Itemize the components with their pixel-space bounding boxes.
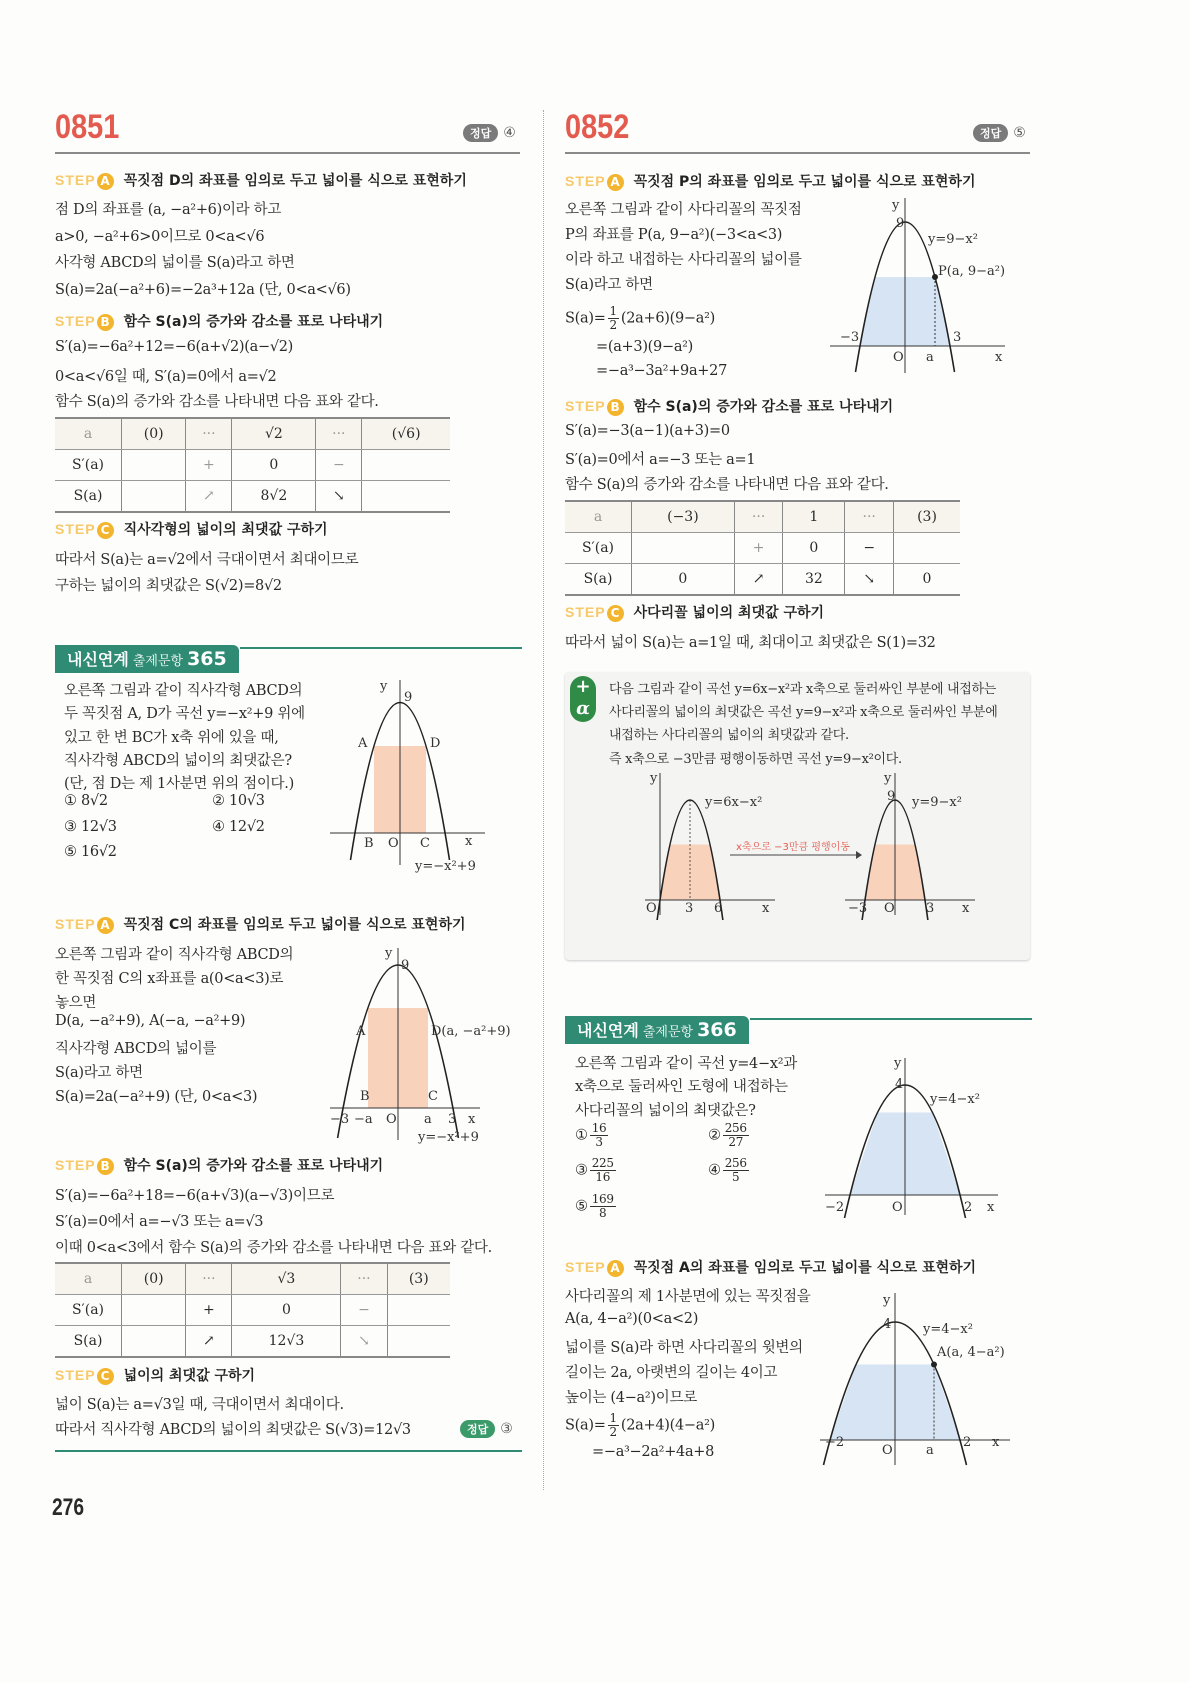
tick-label: 3 [953, 330, 962, 345]
text-line: =−a³−2a²+4a+8 [592, 1444, 715, 1460]
text-line: P의 좌표를 P(a, 9−a²)(−3<a<3) [565, 227, 783, 243]
numerator: 169 [591, 1192, 614, 1206]
choice: ④ 12√2 [212, 819, 265, 835]
table-cell [122, 450, 186, 481]
step-tag: STEP [55, 313, 96, 329]
choice [575, 1157, 618, 1184]
fraction [590, 1157, 616, 1184]
step-c-heading [565, 602, 824, 622]
choice: ⑤ 16√2 [64, 844, 117, 860]
table-cell: (3) [894, 501, 961, 533]
y-label: y [892, 198, 900, 213]
table-cell [362, 450, 450, 481]
formula-suffix: (2a+4)(4−a²) [620, 1417, 715, 1434]
choice: ② 10√3 [212, 793, 265, 809]
y-label: y [884, 771, 892, 786]
table-cell: 8√2 [232, 481, 316, 513]
step-title: 꼭짓점 D의 좌표를 임의로 두고 넓이를 식으로 표현하기 [123, 173, 467, 189]
table-cell: − [845, 533, 894, 564]
text-line: 따라서 S(a)는 a=√2에서 극대이면서 최대이므로 [55, 552, 359, 568]
tick-label: 9 [896, 216, 905, 231]
answer-badge [460, 1420, 513, 1438]
answer-value: ③ [500, 1421, 513, 1437]
text-line: D(a, −a²+9), A(−a, −a²+9) [55, 1013, 246, 1029]
curve-label: y=−x²+9 [415, 859, 476, 874]
alpha-icon: α [576, 698, 590, 719]
choice [575, 1122, 610, 1149]
header-number: 365 [187, 648, 227, 670]
step-a-heading [565, 171, 975, 191]
curve-label: y=4−x² [930, 1092, 980, 1107]
question-line: 오른쪽 그림과 같이 곡선 y=4−x²과 [575, 1056, 797, 1072]
step-letter: A [97, 917, 114, 934]
origin-label: O [882, 1443, 893, 1458]
text-line: S′(a)=0에서 a=−3 또는 a=1 [565, 452, 756, 468]
tick-label: −2 [825, 1200, 845, 1215]
denominator: 5 [732, 1170, 740, 1184]
step-c-heading [55, 519, 328, 539]
table-cell: 0 [894, 564, 961, 596]
table-cell: ··· [316, 418, 362, 450]
tick-label: −3 [848, 901, 868, 916]
step-title: 함수 S(a)의 증가와 감소를 표로 나타내기 [633, 399, 894, 415]
plus-icon: + [575, 676, 591, 697]
problem-number: 0852 [565, 108, 630, 146]
point-label: D(a, −a²+9) [431, 1024, 511, 1039]
text-line: 사다리꼴의 제 1사분면에 있는 꼭짓점을 [565, 1289, 811, 1305]
step-title: 꼭짓점 A의 좌표를 임의로 두고 넓이를 식으로 표현하기 [633, 1260, 977, 1276]
denominator: 8 [599, 1206, 607, 1220]
question-line: 오른쪽 그림과 같이 직사각형 ABCD의 [64, 683, 303, 699]
answer-badge [973, 124, 1026, 142]
text-line: 오른쪽 그림과 같이 직사각형 ABCD의 [55, 947, 294, 963]
text-line: 구하는 넓이의 최댓값은 S(√2)=8√2 [55, 578, 282, 594]
tick-label: 4 [883, 1317, 892, 1332]
text-line: S(a)라고 하면 [565, 277, 653, 293]
step-title: 사다리꼴 넓이의 최댓값 구하기 [633, 605, 825, 621]
step-b-heading [565, 396, 893, 416]
formula-line [565, 305, 715, 332]
text-line: 넓이를 S(a)라 하면 사다리꼴의 윗변의 [565, 1340, 803, 1356]
step-title: 넓이의 최댓값 구하기 [123, 1368, 256, 1384]
curve-label: y=4−x² [923, 1322, 973, 1337]
table-cell [122, 481, 186, 513]
table-cell: (3) [387, 1263, 450, 1295]
formula-prefix: S(a)= [565, 310, 606, 327]
text-line: 함수 S(a)의 증가와 감소를 나타내면 다음 표와 같다. [565, 477, 889, 493]
formula-prefix: S(a)= [565, 1417, 606, 1434]
question-line: 있고 한 변 BC가 x축 위에 있을 때, [64, 730, 279, 746]
naesin-header [565, 1016, 749, 1044]
parabola-graph [830, 195, 1030, 375]
text-line: =−a³−3a²+9a+27 [596, 363, 728, 379]
origin-label: O [388, 836, 399, 851]
step-letter: A [607, 174, 624, 191]
tick-label: −a [354, 1112, 373, 1127]
step-tag: STEP [55, 521, 96, 537]
text-line: S′(a)=0에서 a=−√3 또는 a=√3 [55, 1214, 264, 1230]
point-label: B [360, 1089, 370, 1104]
choice [575, 1193, 618, 1220]
x-label: x [465, 834, 473, 849]
step-tag: STEP [565, 604, 606, 620]
table-cell: (√6) [362, 418, 450, 450]
step-letter: B [97, 314, 114, 331]
step-b-heading [55, 311, 383, 331]
numerator: 256 [724, 1156, 747, 1170]
y-label: y [650, 771, 658, 786]
text-line: 내접하는 사다리꼴의 넓이의 최댓값과 같다. [609, 728, 849, 743]
step-letter: C [97, 522, 114, 539]
point-label: C [428, 1089, 438, 1104]
origin-label: O [386, 1112, 397, 1127]
step-tag: STEP [565, 398, 606, 414]
header-rule [750, 1018, 1032, 1020]
step-letter: C [97, 1368, 114, 1385]
table-cell: S′(a) [55, 450, 122, 481]
step-letter: B [607, 399, 624, 416]
fraction [590, 1122, 609, 1149]
plus-alpha-icon [570, 676, 596, 722]
header-label: 내신연계 [577, 1021, 639, 1040]
y-label: y [883, 1293, 891, 1308]
tick-label: 3 [448, 1112, 457, 1127]
step-title: 꼭짓점 C의 좌표를 임의로 두고 넓이를 식으로 표현하기 [123, 917, 466, 933]
denominator: 2 [609, 318, 617, 332]
parabola-graph [320, 675, 500, 880]
table-cell: ··· [734, 501, 783, 533]
numerator: 16 [591, 1121, 607, 1135]
point-label: D [430, 736, 441, 751]
header-sublabel: 출제문항 [642, 1025, 694, 1040]
table-cell [122, 1295, 186, 1326]
table-cell: ↘ [341, 1326, 387, 1358]
tick-label: a [424, 1112, 432, 1127]
table-cell: 1 [783, 501, 845, 533]
divider [565, 152, 1030, 154]
step-a-heading [55, 914, 466, 934]
table-cell: ··· [845, 501, 894, 533]
tick-label: a [926, 1443, 934, 1458]
step-a-heading [565, 1257, 976, 1277]
table-cell: (0) [122, 418, 186, 450]
step-letter: C [607, 605, 624, 622]
table-cell [362, 481, 450, 513]
step-c-heading [55, 1365, 255, 1385]
formula-line [565, 1412, 715, 1439]
x-label: x [987, 1200, 995, 1215]
text-line: 한 꼭짓점 C의 x좌표를 a(0<a<3)로 [55, 971, 284, 987]
question-line: x축으로 둘러싸인 도형에 내접하는 [575, 1079, 788, 1095]
tick-label: a [926, 350, 934, 365]
origin-label: O [646, 901, 657, 916]
table-cell [122, 1326, 186, 1358]
tick-label: 2 [964, 1200, 973, 1215]
question-line: 두 꼭짓점 A, D가 곡선 y=−x²+9 위에 [64, 706, 305, 722]
table-cell: S′(a) [55, 1295, 122, 1326]
choice: ① 8√2 [64, 793, 108, 809]
answer-label: 정답 [973, 124, 1008, 142]
tick-label: 3 [926, 901, 935, 916]
numerator: 225 [591, 1156, 614, 1170]
denominator: 3 [595, 1135, 603, 1149]
step-tag: STEP [55, 916, 96, 932]
tick-label: 6 [714, 901, 723, 916]
text-line: S′(a)=−6a²+12=−6(a+√2)(a−√2) [55, 339, 294, 355]
step-title: 함수 S(a)의 증가와 감소를 표로 나타내기 [123, 314, 384, 330]
point-label: P(a, 9−a²) [938, 264, 1006, 279]
choice-mark: ④ [708, 1162, 721, 1179]
table-cell [387, 1326, 450, 1358]
x-label: x [762, 901, 770, 916]
x-label: x [468, 1112, 476, 1127]
table-cell: − [316, 450, 362, 481]
text-line: 사각형 ABCD의 넓이를 S(a)라고 하면 [55, 255, 295, 271]
table-cell: S(a) [565, 564, 632, 596]
fraction [608, 1412, 619, 1439]
table-cell: + [734, 533, 783, 564]
table-cell: a [55, 418, 122, 450]
text-line: 사다리꼴의 넓이의 최댓값은 곡선 y=9−x²과 x축으로 둘러싸인 부분에 [609, 705, 998, 720]
parabola-graph [820, 1055, 1010, 1220]
text-line: 이때 0<a<3에서 함수 S(a)의 증가와 감소를 나타내면 다음 표와 같다. [55, 1240, 492, 1256]
table-cell: 0 [632, 564, 735, 596]
fraction [590, 1193, 616, 1220]
x-label: x [962, 901, 970, 916]
header-label: 내신연계 [67, 650, 129, 669]
table-cell: ↗ [186, 1326, 232, 1358]
page-number: 276 [52, 1494, 85, 1521]
naesin-header [55, 645, 239, 673]
step-a-heading [55, 170, 467, 190]
text-line: 오른쪽 그림과 같이 사다리꼴의 꼭짓점 [565, 202, 802, 218]
choice: ③ 12√3 [64, 819, 117, 835]
variation-table [55, 417, 450, 513]
table-cell: 12√3 [232, 1326, 341, 1358]
choice-mark: ⑤ [575, 1198, 588, 1215]
point-label: A(a, 4−a²) [937, 1345, 1005, 1360]
header-number: 366 [697, 1019, 737, 1041]
text-line: 0<a<√6일 때, S′(a)=0에서 a=√2 [55, 369, 277, 385]
table-cell: √3 [232, 1263, 341, 1295]
step-tag: STEP [55, 1157, 96, 1173]
point-label: C [420, 836, 430, 851]
text-line: A(a, 4−a²)(0<a<2) [565, 1311, 699, 1327]
curve-label: y=9−x² [928, 232, 978, 247]
step-title: 직사각형의 넓이의 최댓값 구하기 [123, 522, 328, 538]
question-line: 직사각형 ABCD의 넓이의 최댓값은? [64, 753, 292, 769]
step-letter: B [97, 1158, 114, 1175]
text-line: 점 D의 좌표를 (a, −a²+6)이라 하고 [55, 202, 282, 218]
curve-label: y=−x²+9 [418, 1130, 479, 1145]
parabola-graph [840, 770, 1000, 920]
text-line: 따라서 넓이 S(a)는 a=1일 때, 최대이고 최댓값은 S(1)=32 [565, 635, 936, 651]
step-title: 함수 S(a)의 증가와 감소를 표로 나타내기 [123, 1158, 384, 1174]
tick-label: 9 [887, 789, 896, 804]
point-label: B [364, 836, 374, 851]
step-letter: A [97, 173, 114, 190]
divider [55, 152, 520, 154]
text-line: a>0, −a²+6>0이므로 0<a<√6 [55, 229, 265, 245]
point-label: A [356, 1024, 366, 1039]
fraction [608, 305, 619, 332]
tick-label: −3 [840, 330, 860, 345]
table-cell [387, 1295, 450, 1326]
origin-label: O [893, 350, 904, 365]
text-line: =(a+3)(9−a²) [596, 339, 694, 355]
text-line: S(a)=2a(−a²+6)=−2a³+12a (단, 0<a<√6) [55, 282, 351, 298]
choice [708, 1122, 751, 1149]
problem-number: 0851 [55, 108, 120, 146]
y-label: y [385, 946, 393, 961]
table-cell [894, 533, 961, 564]
point-label: A [358, 736, 368, 751]
parabola-graph [820, 1290, 1025, 1468]
choice [708, 1157, 751, 1184]
table-cell: a [55, 1263, 122, 1295]
text-line: S(a)=2a(−a²+9) (단, 0<a<3) [55, 1089, 258, 1105]
step-letter: A [607, 1260, 624, 1277]
arrow-label: x축으로 −3만큼 평행이동 [736, 842, 850, 853]
numerator: 1 [609, 1411, 617, 1425]
step-tag: STEP [55, 1367, 96, 1383]
question-line: (단, 점 D는 제 1사분면 위의 점이다.) [64, 776, 294, 792]
tick-label: −3 [330, 1112, 350, 1127]
text-line: S′(a)=−6a²+18=−6(a+√3)(a−√3)이므로 [55, 1188, 335, 1204]
text-line: 높이는 (4−a²)이므로 [565, 1390, 697, 1406]
question-line: 사다리꼴의 넓이의 최댓값은? [575, 1103, 756, 1119]
numerator: 1 [609, 304, 617, 318]
choice-mark: ① [575, 1127, 588, 1144]
y-label: y [894, 1056, 902, 1071]
fraction [723, 1157, 749, 1184]
step-title: 꼭짓점 P의 좌표를 임의로 두고 넓이를 식으로 표현하기 [633, 174, 976, 190]
table-cell: a [565, 501, 632, 533]
text-line: 이라 하고 내접하는 사다리꼴의 넓이를 [565, 252, 802, 268]
origin-label: O [884, 901, 895, 916]
answer-label: 정답 [463, 124, 498, 142]
variation-table [55, 1262, 450, 1358]
curve-label: y=6x−x² [705, 795, 763, 810]
table-cell: √2 [232, 418, 316, 450]
x-label: x [995, 350, 1003, 365]
table-cell [632, 533, 735, 564]
table-cell: (0) [122, 1263, 186, 1295]
tick-label: 9 [404, 690, 413, 705]
table-cell: (−3) [632, 501, 735, 533]
section-rule [55, 1450, 522, 1452]
denominator: 16 [595, 1170, 611, 1184]
table-cell: 0 [232, 1295, 341, 1326]
text-line: 직사각형 ABCD의 넓이를 [55, 1041, 217, 1057]
table-cell: 32 [783, 564, 845, 596]
text-line: S(a)라고 하면 [55, 1065, 143, 1081]
tick-label: 2 [963, 1435, 972, 1450]
step-tag: STEP [565, 173, 606, 189]
answer-value: ⑤ [1013, 125, 1026, 141]
variation-table [565, 500, 960, 596]
origin-label: O [892, 1200, 903, 1215]
tick-label: 3 [685, 901, 694, 916]
table-cell: ··· [186, 1263, 232, 1295]
tick-label: −2 [825, 1435, 845, 1450]
answer-value: ④ [503, 125, 516, 141]
text-line: S′(a)=−3(a−1)(a+3)=0 [565, 423, 730, 439]
table-cell: S(a) [55, 481, 122, 513]
tick-label: 4 [895, 1077, 904, 1092]
denominator: 2 [609, 1425, 617, 1439]
text-line: 함수 S(a)의 증가와 감소를 나타내면 다음 표와 같다. [55, 394, 379, 410]
table-cell: ↘ [316, 481, 362, 513]
table-cell: 0 [783, 533, 845, 564]
header-rule [240, 647, 522, 649]
table-cell: S′(a) [565, 533, 632, 564]
step-b-heading [55, 1155, 383, 1175]
choice-mark: ③ [575, 1162, 588, 1179]
x-label: x [992, 1435, 1000, 1450]
table-cell: ↗ [186, 481, 232, 513]
table-cell: 0 [232, 450, 316, 481]
step-tag: STEP [55, 172, 96, 188]
numerator: 256 [724, 1121, 747, 1135]
fraction [723, 1122, 749, 1149]
table-cell: S(a) [55, 1326, 122, 1358]
answer-label: 정답 [460, 1420, 495, 1438]
point-a [931, 1362, 937, 1368]
answer-badge [463, 124, 516, 142]
table-cell: ↗ [734, 564, 783, 596]
text-line: 다음 그림과 같이 곡선 y=6x−x²과 x축으로 둘러싸인 부분에 내접하는 [609, 682, 997, 697]
text-line: 즉 x축으로 −3만큼 평행이동하면 곡선 y=9−x²이다. [609, 752, 902, 767]
formula-suffix: (2a+6)(9−a²) [620, 310, 715, 327]
header-sublabel: 출제문항 [132, 654, 184, 669]
text-line: 넓이 S(a)는 a=√3일 때, 극대이면서 최대이다. [55, 1397, 344, 1413]
tick-label: 9 [401, 958, 410, 973]
table-cell: + [186, 1295, 232, 1326]
text-line: 따라서 직사각형 ABCD의 넓이의 최댓값은 S(√3)=12√3 [55, 1422, 411, 1438]
text-line: 놓으면 [55, 995, 97, 1011]
denominator: 27 [728, 1135, 744, 1149]
table-cell: ··· [341, 1263, 387, 1295]
table-cell: ··· [186, 418, 232, 450]
choice-mark: ② [708, 1127, 721, 1144]
table-cell: + [186, 450, 232, 481]
table-cell: ↘ [845, 564, 894, 596]
table-cell: − [341, 1295, 387, 1326]
text-line: 길이는 2a, 아랫변의 길이는 4이고 [565, 1365, 778, 1381]
column-divider [543, 110, 544, 1490]
step-tag: STEP [565, 1259, 606, 1275]
parabola-graph [330, 945, 530, 1145]
y-label: y [380, 679, 388, 694]
curve-label: y=9−x² [912, 795, 962, 810]
